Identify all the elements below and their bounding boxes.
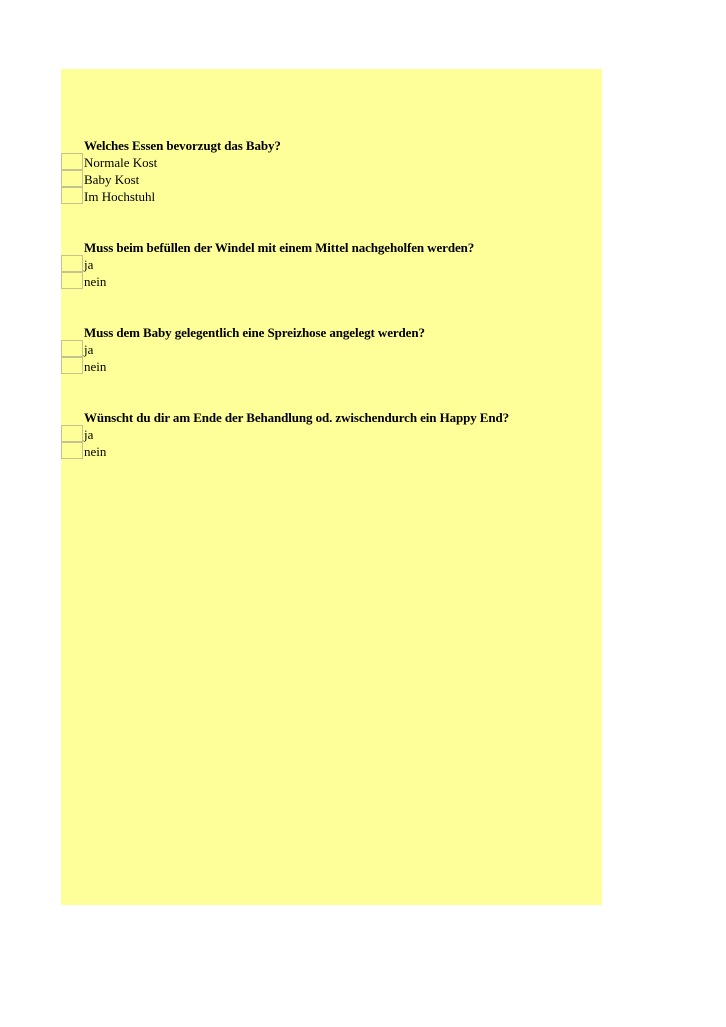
option-label: nein bbox=[84, 359, 107, 374]
question-happy-end bbox=[61, 409, 602, 460]
checkbox[interactable] bbox=[61, 187, 83, 204]
checkbox[interactable] bbox=[61, 272, 83, 289]
option-label: Im Hochstuhl bbox=[84, 189, 156, 204]
option-ja[interactable] bbox=[61, 341, 602, 358]
question-spreizhose bbox=[61, 324, 602, 375]
option-normale-kost[interactable] bbox=[61, 154, 602, 171]
question-title: Wünscht du dir am Ende der Behandlung od. zwischendurch ein Happy End? bbox=[84, 410, 510, 425]
form-sheet bbox=[61, 69, 602, 905]
option-label: ja bbox=[84, 427, 94, 442]
option-label: Normale Kost bbox=[84, 155, 158, 170]
option-nein[interactable] bbox=[61, 273, 602, 290]
option-label: ja bbox=[84, 342, 94, 357]
checkbox[interactable] bbox=[61, 442, 83, 459]
question-baby-food bbox=[61, 137, 602, 205]
checkbox[interactable] bbox=[61, 255, 83, 272]
question-title: Muss dem Baby gelegentlich eine Spreizhose angelegt werden? bbox=[84, 325, 425, 340]
question-title: Muss beim befüllen der Windel mit einem Mittel nachgeholfen werden? bbox=[84, 240, 475, 255]
question-title: Welches Essen bevorzugt das Baby? bbox=[84, 138, 281, 153]
option-nein[interactable] bbox=[61, 443, 602, 460]
option-label: nein bbox=[84, 274, 107, 289]
option-label: Baby Kost bbox=[84, 172, 140, 187]
checkbox[interactable] bbox=[61, 340, 83, 357]
option-ja[interactable] bbox=[61, 256, 602, 273]
checkbox[interactable] bbox=[61, 153, 83, 170]
option-ja[interactable] bbox=[61, 426, 602, 443]
checkbox[interactable] bbox=[61, 170, 83, 187]
checkbox[interactable] bbox=[61, 425, 83, 442]
option-label: ja bbox=[84, 257, 94, 272]
option-baby-kost[interactable] bbox=[61, 171, 602, 188]
option-label: nein bbox=[84, 444, 107, 459]
question-diaper-aid bbox=[61, 239, 602, 290]
checkbox[interactable] bbox=[61, 357, 83, 374]
option-im-hochstuhl[interactable] bbox=[61, 188, 602, 205]
option-nein[interactable] bbox=[61, 358, 602, 375]
